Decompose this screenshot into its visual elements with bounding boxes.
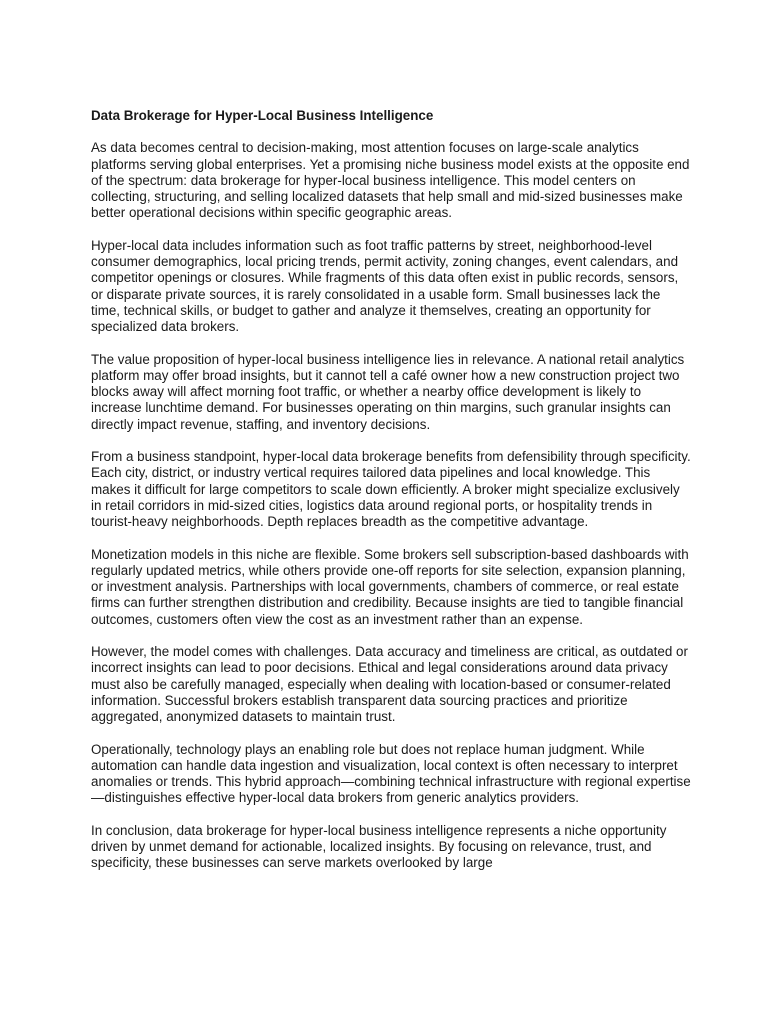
paragraph-value-proposition: The value proposition of hyper-local business intelligence lies in relevance. A national retail analytics platform may offer broad insights, but it cannot tell a café owner how a new construction project two blocks away will affect morning foot traffic, or whether a nearby office development is likely to increase lunchtime demand. For businesses operating on thin margins, such granular insights can directly impact revenue, staffing, and inventory decisions. [91,351,685,432]
paragraph-introduction: As data becomes central to decision-making, most attention focuses on large-scale analytics platforms serving global enterprises. Yet a promising niche business model exists at the opposite end of the spectrum: data brokerage for hyper-local business intelligence. This model centers on collecting, structuring, and selling localized datasets that help small and mid-sized businesses make better operational decisions within specific geographic areas. [91,140,690,221]
paragraph-business-standpoint: From a business standpoint, hyper-local data brokerage benefits from defensibility through specificity. Each city, district, or industry vertical requires tailored data pipelines and local knowledge. This makes it difficult for large competitors to scale down efficiently. A broker might specialize exclusively in retail corridors in mid-sized cities, logistics data around regional ports, or hospitality trends in tourist-heavy neighborhoods. Depth replaces breadth as the competitive advantage. [91,449,691,530]
paragraph-hyper-local-data: Hyper-local data includes information such as foot traffic patterns by street, neighborhood-level consumer demographics, local pricing trends, permit activity, zoning changes, event calendars, and competitor openings or closures. While fragments of this data often exist in public records, sensors, or disparate private sources, it is rarely consolidated in a usable form. Small businesses lack the time, technical skills, or budget to gather and analyze it themselves, creating an opportunity for specialized data brokers. [91,237,679,335]
document-body [91,108,691,888]
paragraph-monetization: Monetization models in this niche are flexible. Some brokers sell subscription-based dashboards with regularly updated metrics, while others provide one-off reports for site selection, expansion planning, or investment analysis. Partnerships with local governments, chambers of commerce, or real estate firms can further strengthen distribution and credibility. Because insights are tied to tangible financial outcomes, customers often view the cost as an investment rather than an expense. [91,546,689,627]
paragraph-conclusion: In conclusion, data brokerage for hyper-local business intelligence represents a niche opportunity driven by unmet demand for actionable, localized insights. By focusing on relevance, trust, and specificity, these businesses can serve markets overlooked by large [91,822,667,871]
paragraph-challenges: However, the model comes with challenges. Data accuracy and timeliness are critical, as outdated or incorrect insights can lead to poor decisions. Ethical and legal considerations around data privacy must also be carefully managed, especially when dealing with location-based or consumer-related information. Successful brokers establish transparent data sourcing practices and prioritize aggregated, anonymized datasets to maintain trust. [91,644,688,725]
document-title: Data Brokerage for Hyper-Local Business Intelligence [91,108,434,123]
paragraph-operations: Operationally, technology plays an enabling role but does not replace human judgment. While automation can handle data ingestion and visualization, local context is often necessary to interpret anomalies or trends. This hybrid approach—combining technical infrastructure with regional expertise—distinguishes effective hyper-local data brokers from generic analytics providers. [91,741,691,806]
